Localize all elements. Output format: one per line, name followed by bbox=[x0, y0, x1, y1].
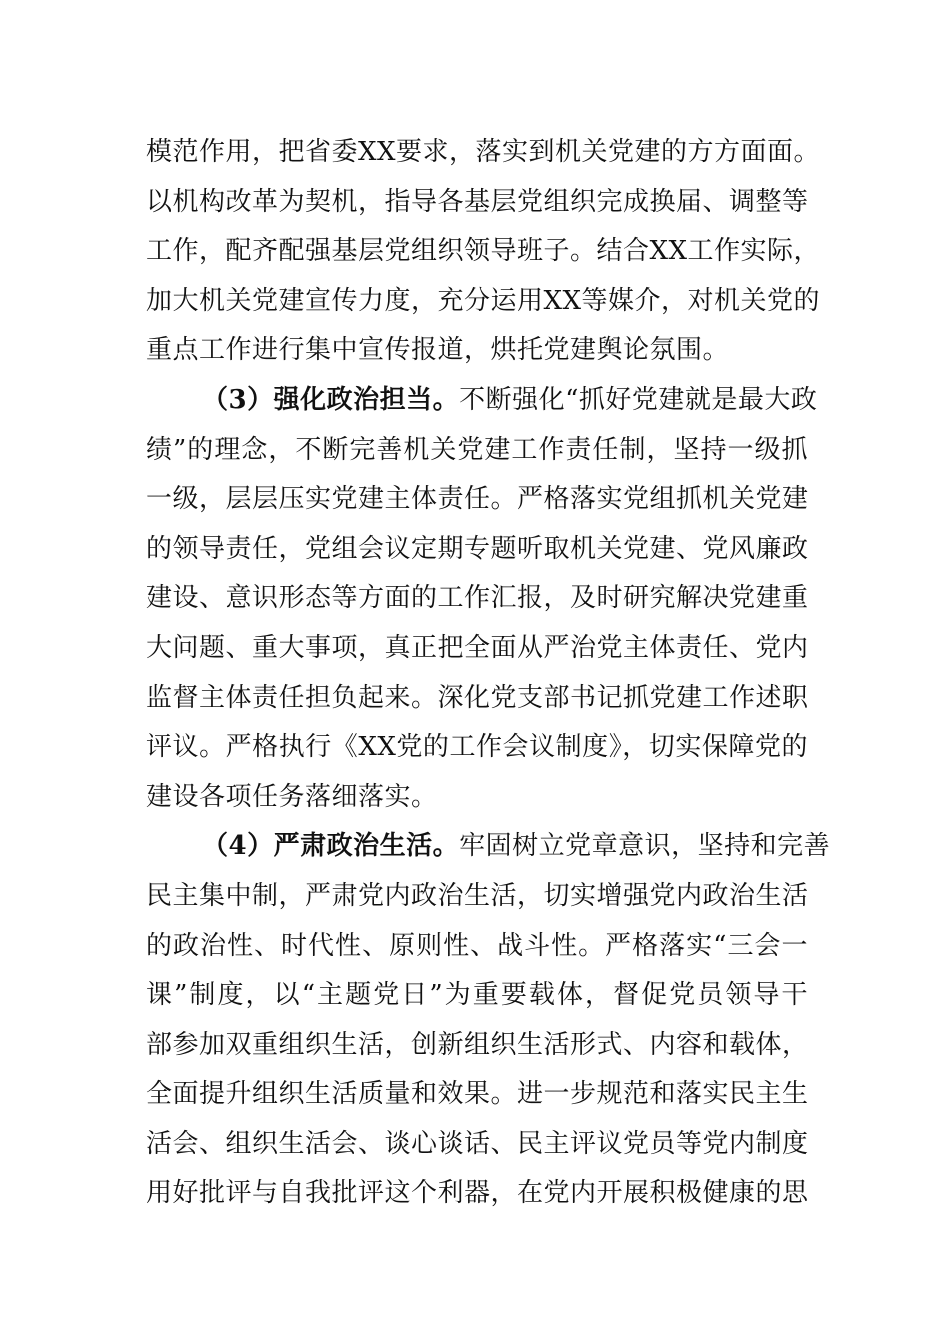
text-line: 的政治性、时代性、原则性、战斗性。严格落实“三会一 bbox=[146, 930, 808, 961]
text-line: 加大机关党建宣传力度，充分运用XX等媒介，对机关党的 bbox=[146, 285, 821, 316]
text-line: 部参加双重组织生活，创新组织生活形式、内容和载体， bbox=[146, 1029, 809, 1060]
text-line: 课”制度，以“主题党日”为重要载体，督促党员领导干 bbox=[146, 980, 808, 1011]
text-line: 模范作用，把省委XX要求，落实到机关党建的方方面面。 bbox=[146, 137, 821, 167]
text-line: 评议。严格执行《XX党的工作会议制度》，切实保障党的 bbox=[146, 732, 808, 763]
text-line: 绩”的理念，不断完善机关党建工作责任制，坚持一级抓 bbox=[146, 434, 808, 465]
text-line: 建设、意识形态等方面的工作汇报，及时研究解决党建重 bbox=[146, 583, 809, 614]
text-line: 大问题、重大事项，真正把全面从严治党主体责任、党内 bbox=[146, 632, 809, 663]
text-line: 工作，配齐配强基层党组织领导班子。结合XX工作实际， bbox=[146, 236, 821, 267]
paragraph-political-life bbox=[146, 822, 831, 1219]
text-line: 的领导责任，党组会议定期专题听取机关党建、党风廉政 bbox=[146, 533, 809, 564]
document-body bbox=[146, 128, 831, 1219]
text-segment: 不断强化“抓好党建就是最大政 bbox=[459, 384, 818, 415]
section-heading: （3）强化政治担当。 bbox=[202, 384, 460, 415]
paragraph-first-line bbox=[146, 376, 818, 426]
text-line: 建设各项任务落细落实。 bbox=[146, 781, 438, 812]
text-line: 重点工作进行集中宣传报道，烘托党建舆论氛围。 bbox=[146, 335, 730, 366]
text-line: 用好批评与自我批评这个利器，在党内开展积极健康的思 bbox=[146, 1178, 809, 1209]
text-line: 以机构改革为契机，指导各基层党组织完成换届、调整等 bbox=[146, 186, 809, 217]
text-line: 民主集中制，严肃党内政治生活，切实增强党内政治生活 bbox=[146, 880, 809, 911]
text-line: 一级，层层压实党建主体责任。严格落实党组抓机关党建 bbox=[146, 484, 809, 515]
paragraph-continuation bbox=[146, 128, 821, 376]
text-line: 全面提升组织生活质量和效果。进一步规范和落实民主生 bbox=[146, 1079, 809, 1110]
text-line: 监督主体责任担负起来。深化党支部书记抓党建工作述职 bbox=[146, 682, 809, 713]
text-line: 活会、组织生活会、谈心谈话、民主评议党员等党内制度 bbox=[146, 1128, 809, 1159]
paragraph-first-line bbox=[146, 822, 831, 872]
paragraph-political-responsibility bbox=[146, 376, 818, 822]
text-segment: 牢固树立党章意识，坚持和完善 bbox=[459, 831, 831, 862]
section-heading: （4）严肃政治生活。 bbox=[202, 831, 460, 862]
